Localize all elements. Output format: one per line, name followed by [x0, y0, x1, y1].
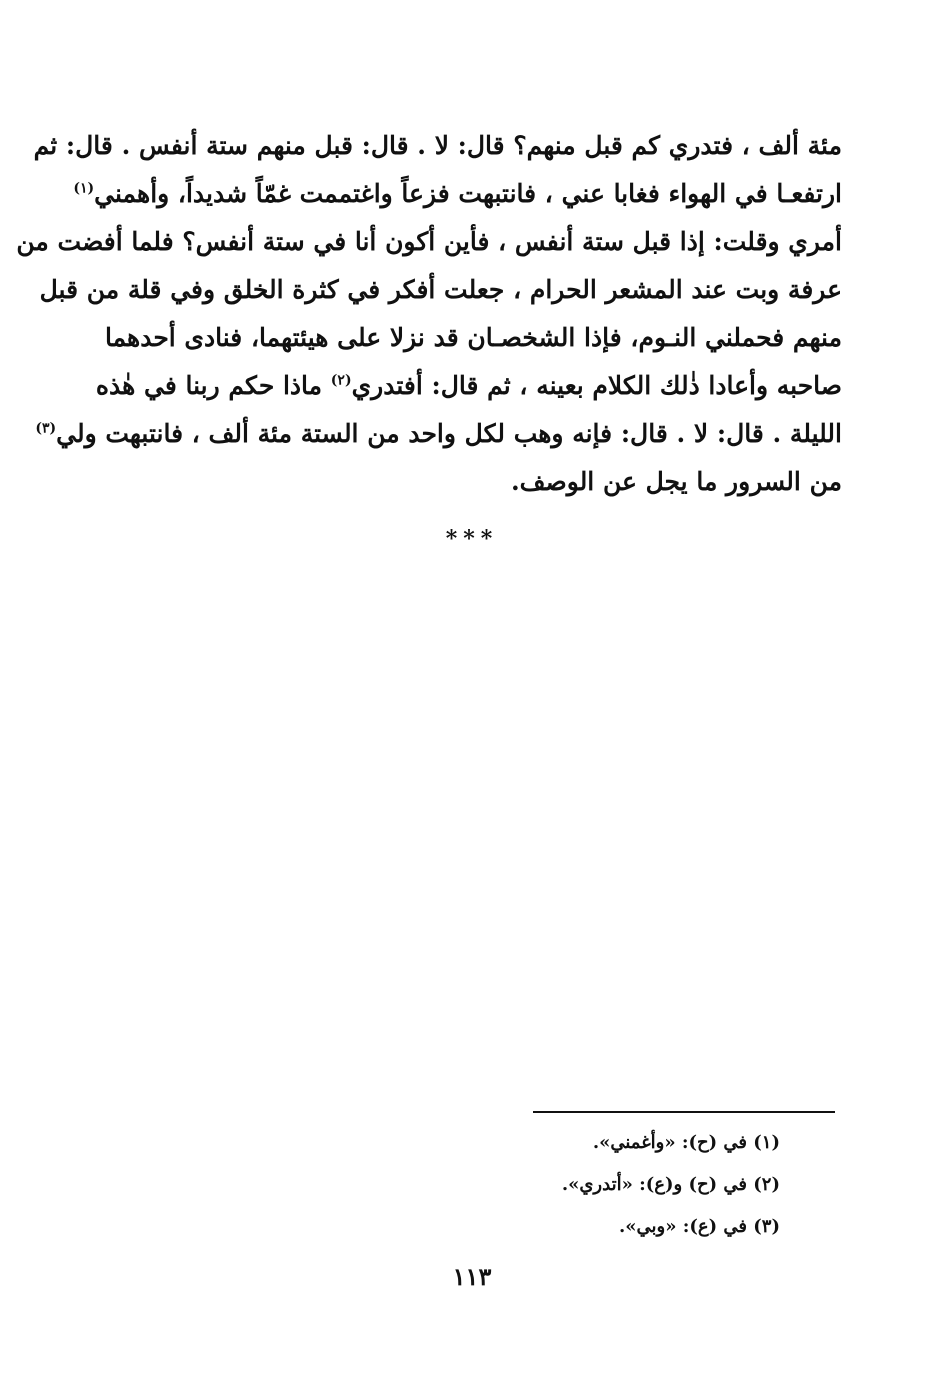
footnote-3: (٣) في (ع): «وبي».	[618, 1216, 780, 1237]
footnote-ref-3: (٣)	[35, 420, 57, 437]
text-line-2-content: ارتفعـا في الهواء فغابا عني ، فانتبهت فزعاً واغتممت غمّاً شديداً، وأهمني	[94, 179, 842, 208]
text-line-5: منهم فحملني النـوم، فإذا الشخصـان قد نزلا على هيئتهما، فنادى أحدهما	[104, 323, 842, 352]
page-number: ١١٣	[452, 1262, 492, 1291]
main-paragraph	[16, 122, 842, 506]
text-line-7-content: الليلة . قال: لا . قال: فإنه وهب لكل واحد من الستة مئة ألف ، فانتبهت ولي	[56, 419, 842, 448]
footnote-1: (١) في (ح): «وأغمني».	[592, 1132, 780, 1153]
footnote-ref-2: (٢)	[330, 372, 352, 389]
text-line-4: عرفة وبت عند المشعر الحرام ، جعلت أفكر في كثرة الخلق وفي قلة من قبل	[39, 275, 842, 304]
text-line-8: من السرور ما يجل عن الوصف.	[510, 467, 842, 496]
text-line-6-end: ماذا حكم ربنا في هٰذه	[95, 371, 323, 400]
text-line-3: أمري وقلت: إذا قبل ستة أنفس ، فأين أكون أنا في ستة أنفس؟ فلما أفضت من	[16, 227, 842, 256]
footnote-separator-line	[533, 1111, 835, 1113]
text-line-1: مئة ألف ، فتدري كم قبل منهم؟ قال: لا . قال: قبل منهم ستة أنفس . قال: ثم	[33, 131, 842, 160]
text-line-7	[35, 410, 842, 458]
footnote-ref-1: (١)	[73, 180, 95, 197]
text-line-6	[95, 362, 842, 410]
text-line-2	[73, 170, 842, 218]
footnote-2: (٢) في (ح) و(ع): «أتدري».	[561, 1174, 780, 1195]
text-line-6-start: صاحبه وأعادا ذٰلك الكلام بعينه ، ثم قال: أفتدري	[351, 371, 842, 400]
section-divider-ornament: ***	[445, 526, 499, 552]
footnotes-block	[400, 1122, 780, 1248]
